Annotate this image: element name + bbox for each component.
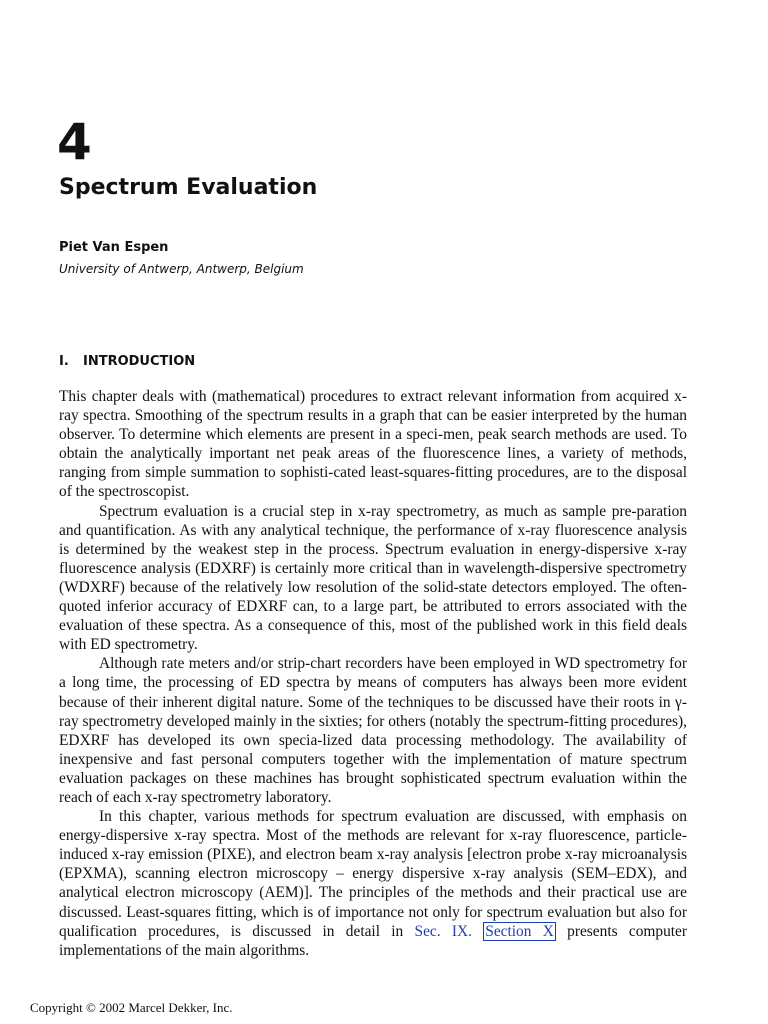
- paragraph-4-tail: presents computer implementations of the main algorithms.: [59, 922, 687, 959]
- section-title: INTRODUCTION: [83, 354, 196, 369]
- body-text: [59, 387, 687, 960]
- section-heading: [59, 353, 195, 371]
- section-ix-link[interactable]: Sec. IX.: [414, 922, 472, 940]
- paragraph-3: Although rate meters and/or strip-chart recorders have been employed in WD spectrometry for a long time, the processing of ED spectra by means of computers has always been more evident because of their inherent digital nature. Some of the techniques to be discussed have their roots in γ-ray spectrometry developed mainly in the sixties; for others (notably the spectrum-fitting procedures), EDXRF has developed its own specia-lized data processing methodology. The availability of inexpensive and fast personal computers together with the implementation of mature spectrum evaluation packages on these machines has brought sophisticated spectrum evaluation within the reach of each x-ray spectrometry laboratory.: [59, 655, 687, 806]
- paragraph-2: Spectrum evaluation is a crucial step in x-ray spectrometry, as much as sample pre-paration and quantification. As with any analytical technique, the performance of x-ray fluorescence analysis is determined by the weakest step in the process. Spectrum evaluation in energy-dispersive x-ray fluorescence analysis (EDXRF) is certainly more critical than in wavelength-dispersive spectrometry (WDXRF) because of the relatively low resolution of the solid-state detectors employed. The often-quoted inferior accuracy of EDXRF can, to a large part, be attributed to errors associated with the evaluation of these spectra. As a consequence of this, most of the published work in this field deals with ED spectrometry.: [59, 502, 687, 654]
- author-affiliation: University of Antwerp, Antwerp, Belgium: [59, 262, 304, 276]
- paragraph-4: [59, 807, 687, 960]
- chapter-title: Spectrum Evaluation: [59, 175, 318, 200]
- chapter-number: 4: [57, 113, 92, 171]
- paragraph-4-text: In this chapter, various methods for spectrum evaluation are discussed, with emphasis on energy-dispersive x-ray spectra. Most of the methods are relevant for x-ray fluorescence, particle-induced x-ray emission (PIXE), and electron beam x-ray analysis [electron probe x-ray microanalysis (EPXMA), scanning electron microscopy – energy dispersive x-ray analysis (SEM–EDX), and analytical electron microscopy (AEM)]. The principles of the methods and their practical use are discussed. Least-squares fitting, which is of importance not only for spectrum evaluation but also for qualification procedures, is discussed in detail in: [59, 808, 687, 940]
- section-x-link[interactable]: Section X: [485, 922, 554, 940]
- copyright-notice: Copyright © 2002 Marcel Dekker, Inc.: [30, 1000, 233, 1015]
- paragraph-1: This chapter deals with (mathematical) procedures to extract relevant information from acquired x-ray spectra. Smoothing of the spectrum results in a graph that can be easier interpreted by the human observer. To determine which elements are present in a speci-men, peak search methods are used. To obtain the analytically important net peak areas of the fluorescence lines, a variety of methods, ranging from simple summation to sophisti-cated least-squares-fitting procedures, are to the disposal of the spectroscopist.: [59, 388, 687, 501]
- section-number: I.: [59, 354, 69, 369]
- author-name: Piet Van Espen: [59, 240, 169, 255]
